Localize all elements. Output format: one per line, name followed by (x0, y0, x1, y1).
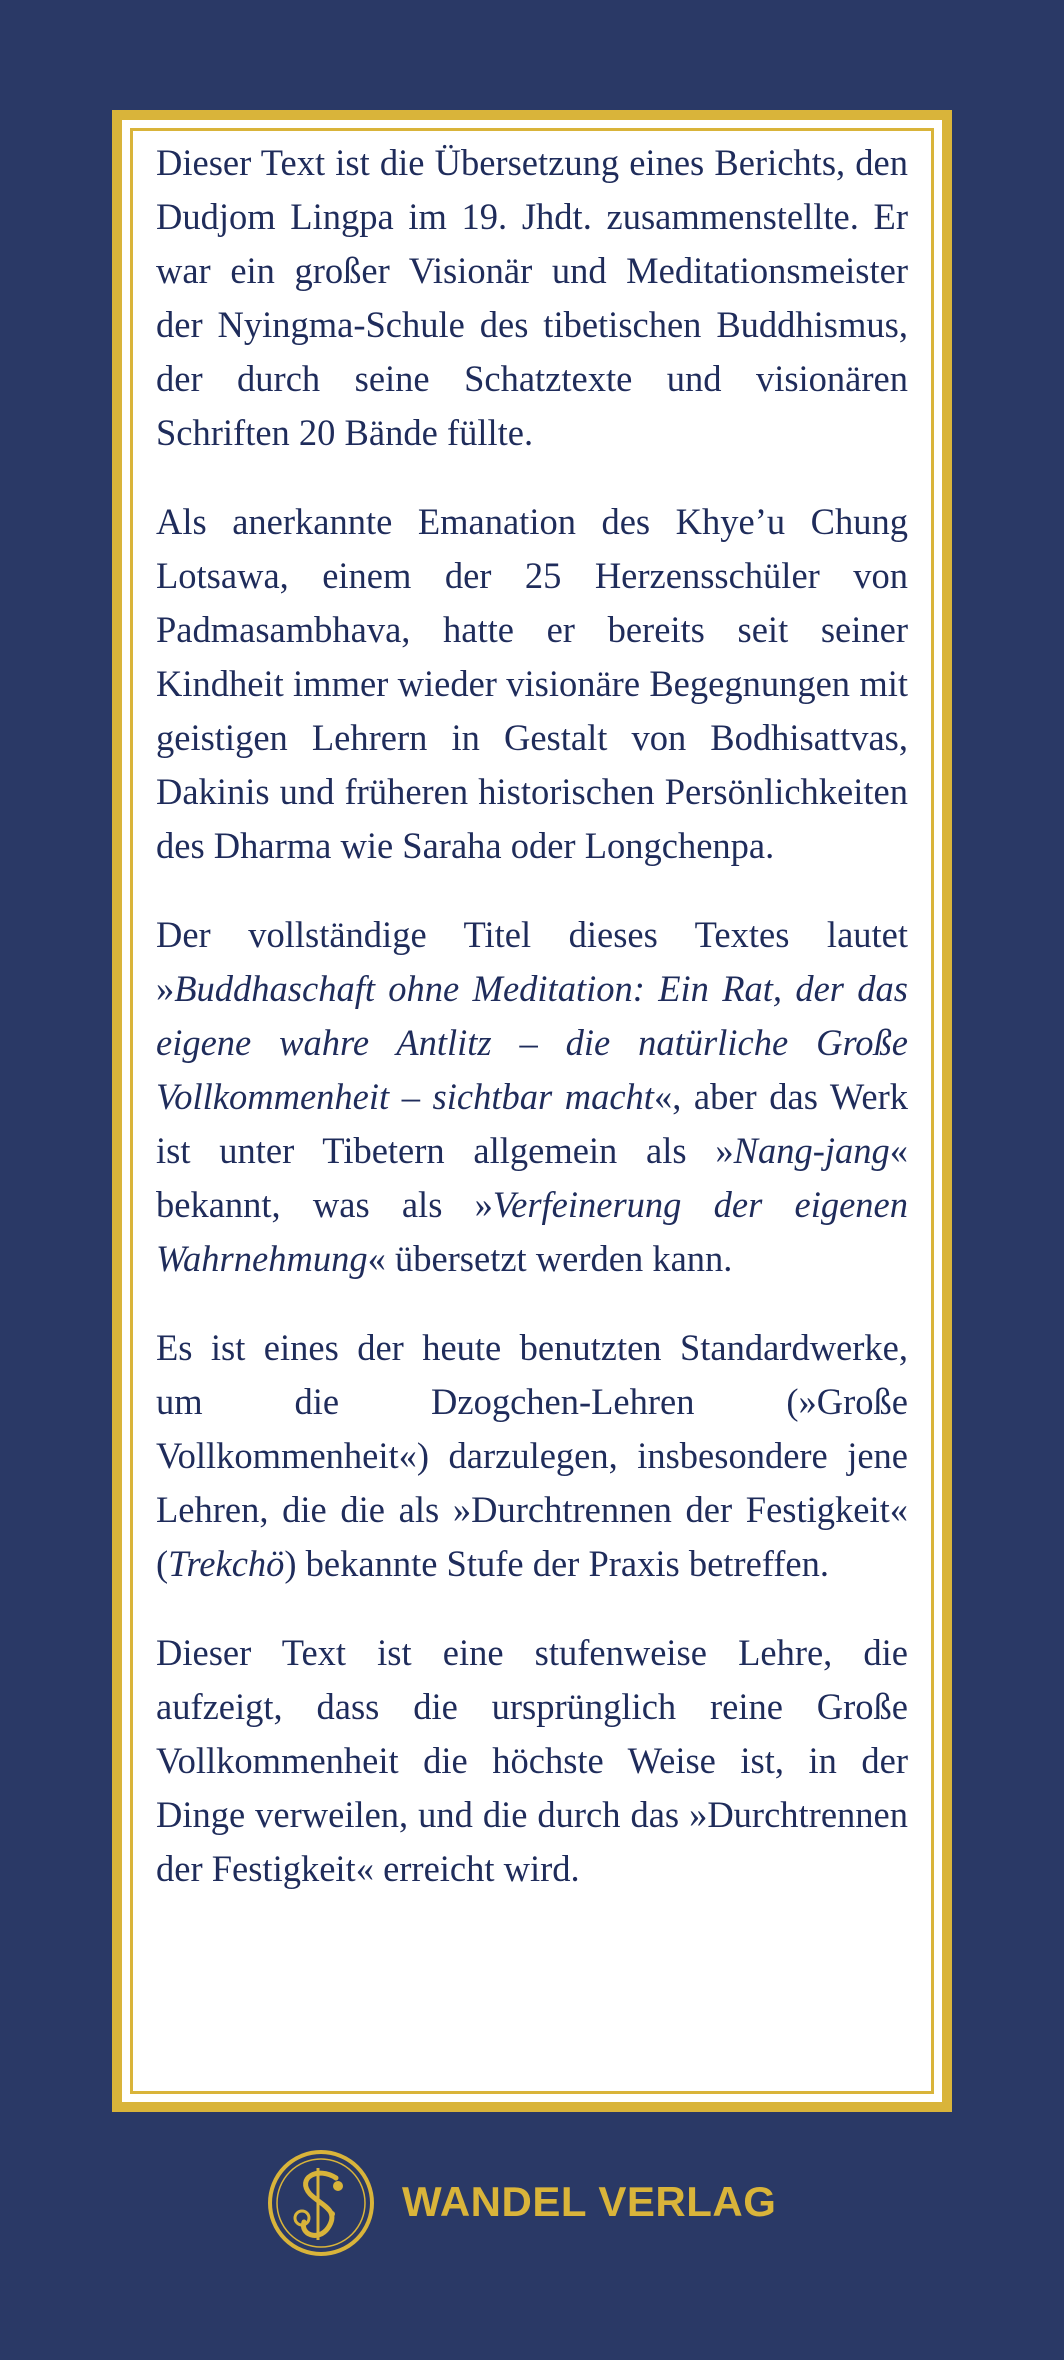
paragraph-3-part-g: « übersetzt werden kann. (367, 1238, 733, 1279)
paragraph-3-part-c: «, aber das Werk ist unter Tibetern allgemein als » (156, 1076, 908, 1171)
wandel-verlag-logo-icon (266, 2148, 376, 2258)
paragraph-1: Dieser Text ist die Übersetzung eines Berichts, den Dudjom Lingpa im 19. Jhdt. zusammenstellte. Er war ein großer Visionär und Meditationsmeister der Nyingma-Schule des tibetischen Buddhismus, der durch seine Schatztexte und visionären Schriften 20 Bände füllte. (156, 142, 908, 453)
paragraph-5: Dieser Text ist eine stufenweise Lehre, die aufzeigt, dass die ursprünglich reine Große Vollkommenheit die höchste Weise ist, in der Dinge verweilen, und die durch das »Durchtrennen der Festigkeit« erreicht wird. (156, 1632, 908, 1889)
paragraph-2: Als anerkannte Emanation des Khye’u Chung Lotsawa, einem der 25 Herzensschüler von Padmasambhava, hatte er bereits seit seiner Kindheit immer wieder visionäre Begegnungen mit geistigen Lehrern in Gestalt von Bodhisattvas, Dakinis und früheren historischen Persönlichkeiten des Dharma wie Saraha oder Longchenpa. (156, 501, 908, 866)
paragraph-3 (156, 908, 908, 1286)
paragraph-4-part-c: ) bekannte Stufe der Praxis betreffen. (284, 1543, 830, 1584)
trekcho-italic: Trekchö (168, 1543, 285, 1584)
paragraph-3-part-a: Der vollständige Titel dieses Textes lautet » (156, 914, 908, 1009)
translation-italic: Verfeinerung der eigenen Wahrnehmung (156, 1184, 908, 1279)
full-title-italic: Buddhaschaft ohne Meditation: Ein Rat, der das eigene wahre Antlitz – die natürliche Große Vollkommenheit – sichtbar macht (156, 968, 908, 1117)
paragraph-3-part-e: « bekannt, was als » (156, 1130, 908, 1225)
paragraph-4-part-a: Es ist eines der heute benutzten Standardwerke, um die Dzogchen-Lehren (»Große Vollkommenheit«) darzulegen, insbesondere jene Lehren, die die als »Durchtrennen der Festigkeit« ( (156, 1327, 908, 1584)
blurb-text (156, 136, 908, 2086)
paragraph-4 (156, 1321, 908, 1591)
publisher-name: WANDEL VERLAG (402, 2178, 777, 2225)
nang-jang-italic: Nang-jang (733, 1130, 890, 1171)
